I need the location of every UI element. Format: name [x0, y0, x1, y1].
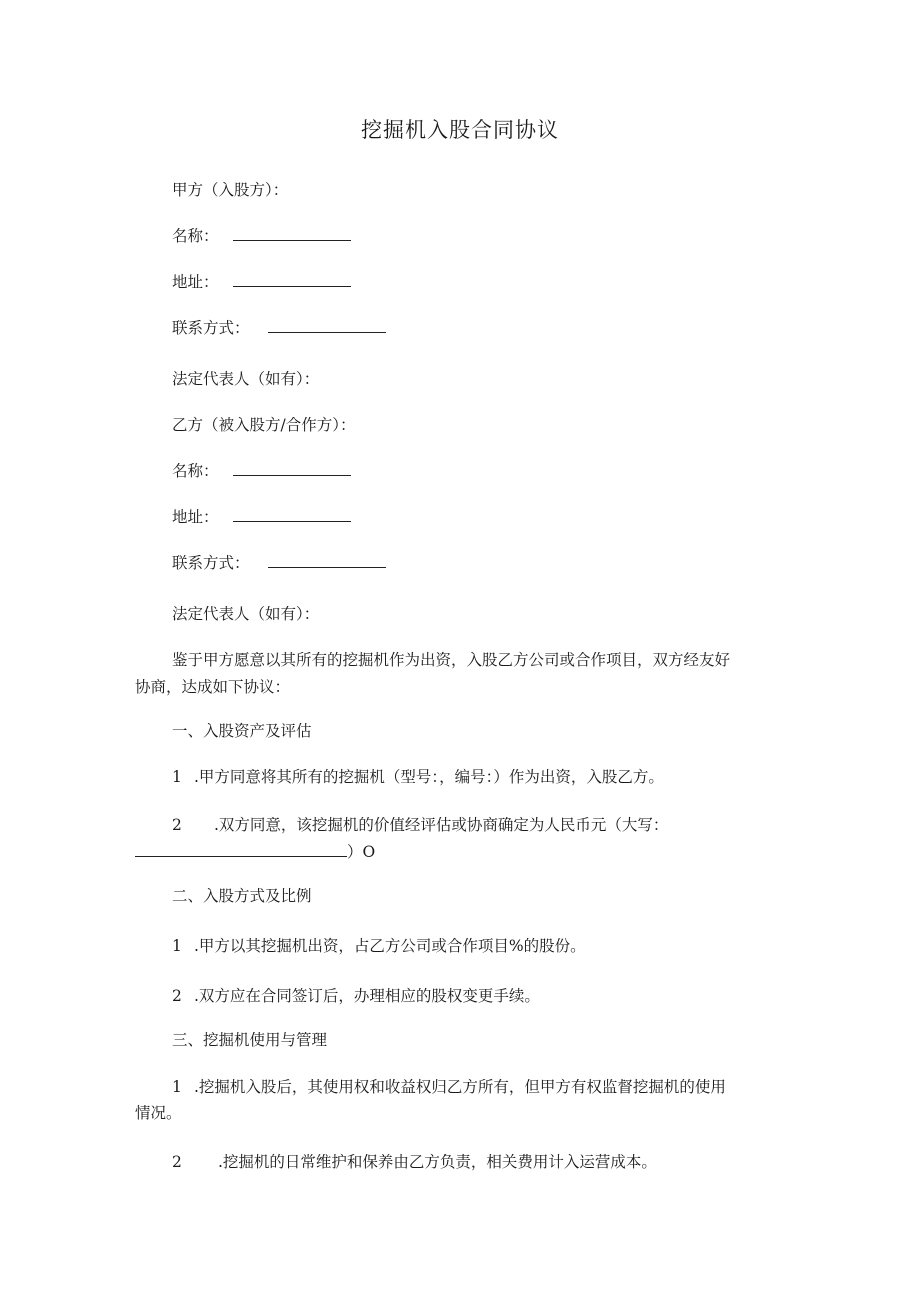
- section-2-item-1: [172, 936, 586, 956]
- party-a-name-label: 名称：: [172, 227, 219, 245]
- page-title: 挖掘机入股合同协议: [361, 118, 559, 142]
- section-1-item-2-text: .双方同意，该挖掘机的价值经评估或协商确定为人民币元（大写：: [214, 816, 669, 834]
- party-a-name-row: [172, 226, 351, 246]
- party-a-contact-blank[interactable]: [268, 320, 386, 333]
- section-2-item-2: [172, 986, 540, 1006]
- section-3-item-2-number: 2: [172, 1153, 182, 1171]
- section-3-item-1: [172, 1077, 726, 1097]
- section-3-item-1-line-2: 情况。: [135, 1104, 182, 1122]
- section-3-item-1-number: 1: [172, 1078, 182, 1096]
- section-1-item-2-tail: ）O: [347, 843, 376, 861]
- section-2-item-2-text: .双方应在合同签订后，办理相应的股权变更手续。: [194, 987, 540, 1005]
- section-3-item-1-text: .挖掘机入股后，其使用权和收益权归乙方所有，但甲方有权监督挖掘机的使用: [194, 1078, 726, 1096]
- party-b-contact-row: [172, 553, 386, 573]
- party-b-name-label: 名称：: [172, 462, 219, 480]
- amount-in-words-blank[interactable]: [135, 844, 347, 857]
- section-3-item-2: [172, 1152, 657, 1172]
- section-2-item-2-number: 2: [172, 987, 182, 1005]
- party-b-name-row: [172, 461, 351, 481]
- section-1-item-1-text: .甲方同意将其所有的挖掘机（型号：，编号：）作为出资，入股乙方。: [194, 768, 664, 786]
- section-1-item-2: [172, 815, 668, 835]
- party-a-rep-label: 法定代表人（如有）：: [172, 370, 320, 388]
- preamble-line-2: 协商，达成如下协议：: [135, 678, 291, 696]
- section-1-item-2-number: 2: [172, 816, 182, 834]
- party-b-address-blank[interactable]: [233, 509, 351, 522]
- section-1-heading: 一、入股资产及评估: [172, 722, 312, 740]
- section-3-item-2-text: .挖掘机的日常维护和保养由乙方负责，相关费用计入运营成本。: [218, 1153, 657, 1171]
- section-2-item-1-number: 1: [172, 937, 182, 955]
- party-b-name-blank[interactable]: [233, 463, 351, 476]
- party-a-address-blank[interactable]: [233, 274, 351, 287]
- party-b-contact-label: 联系方式：: [172, 554, 250, 572]
- party-b-heading: 乙方（被入股方/合作方）：: [172, 416, 356, 434]
- section-2-heading: 二、入股方式及比例: [172, 887, 312, 905]
- section-2-item-1-text: .甲方以其挖掘机出资，占乙方公司或合作项目%的股份。: [194, 937, 586, 955]
- party-a-contact-label: 联系方式：: [172, 319, 250, 337]
- party-b-address-label: 地址：: [172, 508, 219, 526]
- party-b-contact-blank[interactable]: [268, 555, 386, 568]
- party-a-address-label: 地址：: [172, 273, 219, 291]
- party-a-heading: 甲方（入股方）：: [172, 181, 289, 199]
- section-1-item-1-number: 1: [172, 768, 182, 786]
- preamble-line-1: 鉴于甲方愿意以其所有的挖掘机作为出资，入股乙方公司或合作项目，双方经友好: [172, 651, 731, 669]
- section-1-item-2-continuation: [135, 842, 375, 862]
- section-1-item-1: [172, 767, 664, 787]
- party-a-name-blank[interactable]: [233, 228, 351, 241]
- party-b-rep-label: 法定代表人（如有）：: [172, 605, 320, 623]
- party-b-address-row: [172, 507, 351, 527]
- section-3-heading: 三、挖掘机使用与管理: [172, 1031, 328, 1049]
- party-a-contact-row: [172, 318, 386, 338]
- party-a-address-row: [172, 272, 351, 292]
